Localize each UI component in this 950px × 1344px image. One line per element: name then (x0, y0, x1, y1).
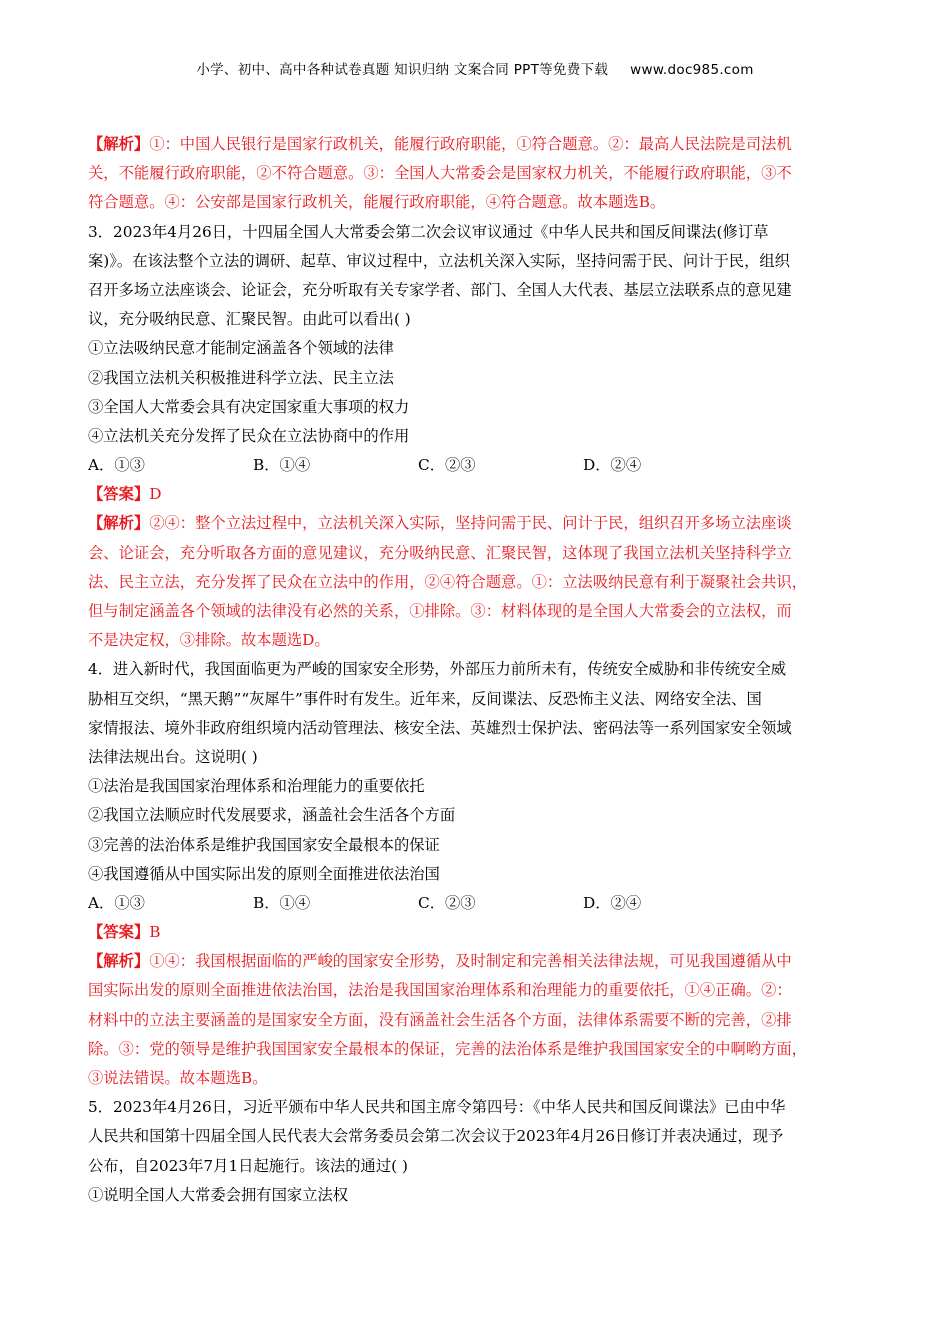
page-header (0, 58, 950, 78)
q4-stem-line: 胁相互交织，“黑天鹅”“灰犀牛”事件时有发生。近年来，反间谍法、反恐怖主义法、网络安全法、国 (88, 689, 762, 708)
option-a: A．①③ (88, 893, 145, 912)
option-c: C．②③ (418, 893, 476, 912)
answer-value: D (149, 485, 162, 504)
q3-analysis-line: 【解析】②④：整个立法过程中，立法机关深入实际，坚持问需于民、问计于民，组织召开多场立法座谈 (88, 514, 792, 533)
option-d: D．②④ (583, 893, 642, 912)
q4-analysis-line: 国实际出发的原则全面推进依法治国，法治是我国国家治理体系和治理能力的重要依托，①④正确。②： (88, 981, 792, 1000)
q4-item: ③完善的法治体系是维护我国国家安全最根本的保证 (88, 835, 440, 854)
q2-analysis-line: 【解析】①：中国人民银行是国家行政机关，能履行政府职能，①符合题意。②：最高人民法院是司法机 (88, 135, 792, 153)
q5-stem-line: 人民共和国第十四届全国人民代表大会常务委员会第二次会议于2023年4月26日修订并表决通过，现予 (88, 1127, 784, 1146)
q3-analysis-line: 会、论证会，充分听取各方面的意见建议，充分吸纳民意、汇聚民智，这体现了我国立法机关坚持科学立 (88, 543, 792, 562)
q4-stem-line: 法律法规出台。这说明( ) (88, 747, 258, 766)
q5-item: ①说明全国人大常委会拥有国家立法权 (88, 1185, 349, 1204)
analysis-label: 【解析】 (88, 135, 150, 153)
q3-item: ④立法机关充分发挥了民众在立法协商中的作用 (88, 426, 410, 445)
q4-item: ①法治是我国国家治理体系和治理能力的重要依托 (88, 777, 425, 796)
option-b: B．①④ (253, 893, 311, 912)
analysis-label: 【解析】 (88, 514, 150, 533)
q4-item: ②我国立法顺应时代发展要求，涵盖社会生活各个方面 (88, 806, 456, 825)
q4-stem-line: 家情报法、境外非政府组织境内活动管理法、核安全法、英雄烈士保护法、密码法等一系列国家安全领域 (88, 718, 792, 737)
q4-analysis-line: 除。③：党的领导是维护我国国家安全最根本的保证，完善的法治体系是维护我国国家安全的中啊哟方面， (88, 1039, 807, 1058)
q3-analysis-line: 但与制定涵盖各个领域的法律没有必然的关系，①排除。③：材料体现的是全国人大常委会的立法权，而 (88, 602, 792, 620)
q2-analysis-line: 符合题意。④：公安部是国家行政机关，能履行政府职能，④符合题意。故本题选B。 (88, 193, 666, 212)
q3-item: ②我国立法机关积极推进科学立法、民主立法 (88, 368, 394, 387)
q3-stem-line: 召开多场立法座谈会、论证会，充分听取有关专家学者、部门、全国人大代表、基层立法联系点的意见建 (88, 280, 792, 299)
q3-answer (88, 480, 868, 509)
header-url: www.doc985.com (630, 62, 754, 78)
option-d: D．②④ (583, 456, 642, 475)
q5-stem-line: 5．2023年4月26日，习近平颁布中华人民共和国主席令第四号：《中华人民共和国反间谍法》已由中华 (88, 1098, 786, 1117)
q5-stem-line: 公布，自2023年7月1日起施行。该法的通过( ) (88, 1156, 408, 1175)
q3-item: ③全国人大常委会具有决定国家重大事项的权力 (88, 397, 410, 416)
q4-options (88, 889, 868, 918)
option-c: C．②③ (418, 456, 476, 475)
option-b: B．①④ (253, 456, 311, 475)
answer-label: 【答案】 (88, 485, 150, 504)
header-text: 小学、初中、高中各种试卷真题 知识归纳 文案合同 PPT等免费下载 (196, 62, 609, 78)
q4-answer (88, 918, 868, 947)
option-a: A．①③ (88, 456, 145, 475)
q3-stem-line: 议，充分吸纳民意、汇聚民智。由此可以看出( ) (88, 310, 411, 329)
q4-analysis-line: 材料中的立法主要涵盖的是国家安全方面，没有涵盖社会生活各个方面，法律体系需要不断的完善，②排 (88, 1010, 792, 1029)
q4-analysis-line: ③说法错误。故本题选B。 (88, 1069, 268, 1087)
q3-analysis-line: 不是决定权，③排除。故本题选D。 (88, 631, 330, 650)
answer-label: 【答案】 (88, 923, 150, 942)
analysis-label: 【解析】 (88, 952, 150, 971)
document-body (88, 130, 868, 1210)
answer-value: B (149, 923, 161, 942)
q4-analysis-line: 【解析】①④：我国根据面临的严峻的国家安全形势，及时制定和完善相关法律法规，可见我国遵循从中 (88, 952, 792, 971)
q3-stem-line: 案)》。在该法整个立法的调研、起草、审议过程中，立法机关深入实际，坚持问需于民、问计于民，组织 (88, 251, 790, 270)
q4-item: ④我国遵循从中国实际出发的原则全面推进依法治国 (88, 864, 440, 883)
q3-stem-line: 3．2023年4月26日，十四届全国人大常委会第二次会议审议通过《中华人民共和国反间谍法(修订草 (88, 222, 769, 241)
q3-item: ①立法吸纳民意才能制定涵盖各个领域的法律 (88, 339, 394, 358)
q2-analysis-line: 关，不能履行政府职能，②不符合题意。③：全国人大常委会是国家权力机关，不能履行政府职能，③不 (88, 164, 792, 183)
q3-analysis-line: 法、民主立法，充分发挥了民众在立法中的作用，②④符合题意。①：立法吸纳民意有利于凝聚社会共识， (88, 572, 807, 591)
q3-options (88, 451, 868, 480)
q4-stem-line: 4．进入新时代，我国面临更为严峻的国家安全形势，外部压力前所未有，传统安全威胁和非传统安全威 (88, 660, 787, 679)
